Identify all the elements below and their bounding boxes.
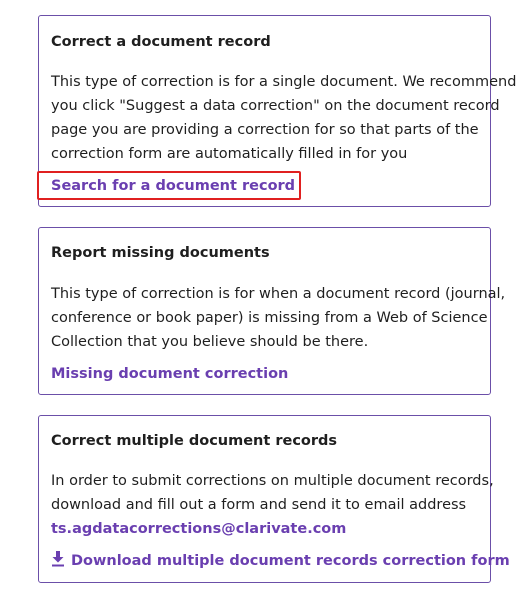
correct-multiple-card xyxy=(38,415,510,583)
description-line: This type of correction is for a single document. We recommend xyxy=(51,74,517,90)
description-line: correction form are automatically filled in for you xyxy=(51,146,408,162)
missing-document-correction-link[interactable]: Missing document correction xyxy=(51,366,289,382)
card-description xyxy=(51,469,494,541)
card-title: Report missing documents xyxy=(51,245,270,261)
description-line: conference or book paper) is missing from a Web of Science xyxy=(51,310,488,326)
email-link[interactable]: ts.agdatacorrections@clarivate.com xyxy=(51,521,347,537)
description-line: This type of correction is for when a document record (journal, xyxy=(51,286,506,302)
description-line: you click "Suggest a data correction" on the document record xyxy=(51,98,500,114)
description-line: download and fill out a form and send it to email address xyxy=(51,497,467,513)
card-title: Correct a document record xyxy=(51,34,271,50)
download-icon xyxy=(51,551,65,567)
description-line: page you are providing a correction for so that parts of the xyxy=(51,122,479,138)
report-missing-card xyxy=(38,227,506,395)
card-description xyxy=(51,282,506,354)
card-description xyxy=(51,70,517,166)
search-document-record-link[interactable]: Search for a document record xyxy=(51,178,296,194)
description-line: Collection that you believe should be there. xyxy=(51,334,369,350)
download-form-label: Download multiple document records correction form xyxy=(71,553,510,569)
description-line: In order to submit corrections on multiple document records, xyxy=(51,473,494,489)
correct-document-card xyxy=(38,15,517,207)
card-title: Correct multiple document records xyxy=(51,433,338,449)
download-form-link[interactable] xyxy=(51,551,510,571)
